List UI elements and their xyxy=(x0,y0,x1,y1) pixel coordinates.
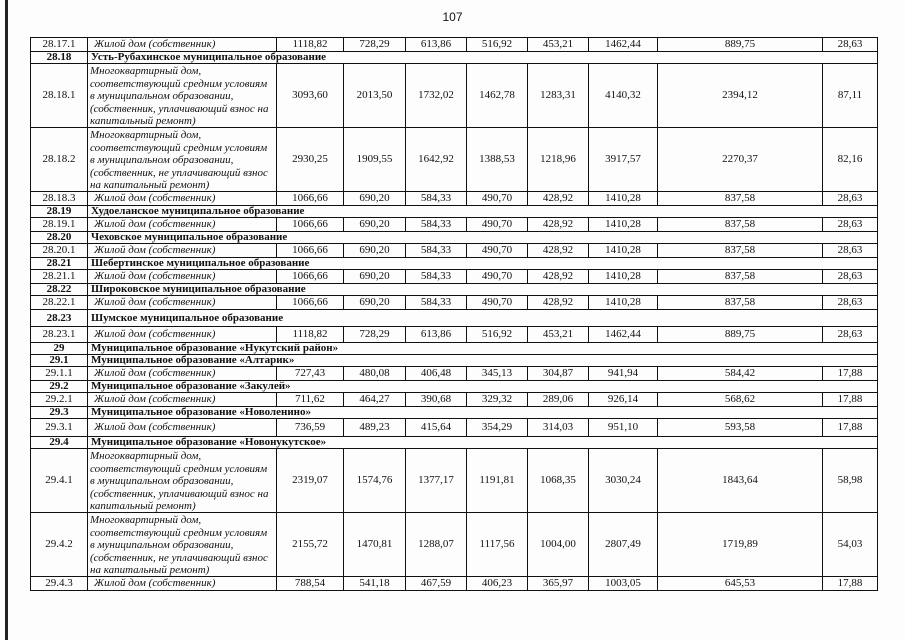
section-number-cell: 28.20 xyxy=(31,232,88,244)
value-cell: 1410,28 xyxy=(589,218,658,232)
value-cell: 17,88 xyxy=(823,577,878,591)
value-cell: 1410,28 xyxy=(589,296,658,310)
row-number-cell: 28.21.1 xyxy=(31,270,88,284)
scan-edge-line xyxy=(5,0,8,640)
value-cell: 1066,66 xyxy=(277,244,344,258)
value-cell: 788,54 xyxy=(277,577,344,591)
value-cell: 736,59 xyxy=(277,419,344,437)
row-number-cell: 29.1.1 xyxy=(31,367,88,381)
description-line: соответствующий средним условиям xyxy=(90,77,268,90)
value-cell: 17,88 xyxy=(823,393,878,407)
row-number-cell: 29.4.3 xyxy=(31,577,88,591)
description-line: Жилой дом (собственник) xyxy=(94,296,216,308)
description-line: в муниципальном образовании, xyxy=(90,90,234,103)
section-number-cell: 28.23 xyxy=(31,310,88,327)
description-line: в муниципальном образовании, xyxy=(90,475,234,488)
section-title-cell: Муниципальное образование «Алтарик» xyxy=(88,355,878,367)
description-line: капитальный ремонт) xyxy=(90,500,196,513)
description-line: Жилой дом (собственник) xyxy=(94,192,216,204)
description-line: (собственник, не уплачивающий взнос xyxy=(90,551,268,564)
value-cell: 314,03 xyxy=(528,419,589,437)
description-line: Жилой дом (собственник) xyxy=(94,38,216,50)
value-cell: 1388,53 xyxy=(467,128,528,192)
value-cell: 3030,24 xyxy=(589,449,658,513)
section-number-cell: 29.2 xyxy=(31,381,88,393)
row-number-cell: 29.2.1 xyxy=(31,393,88,407)
page-number: 107 xyxy=(442,10,463,24)
description-line: капитальный ремонт) xyxy=(90,115,196,128)
value-cell: 1410,28 xyxy=(589,192,658,206)
section-title-cell: Усть-Рубахинское муниципальное образование xyxy=(88,52,878,64)
description-cell xyxy=(88,367,277,381)
value-cell: 28,63 xyxy=(823,296,878,310)
value-cell: 1462,44 xyxy=(589,327,658,343)
description-cell xyxy=(88,218,277,232)
value-cell: 926,14 xyxy=(589,393,658,407)
value-cell: 2807,49 xyxy=(589,513,658,577)
description-cell xyxy=(88,327,277,343)
value-cell: 58,98 xyxy=(823,449,878,513)
value-cell: 541,18 xyxy=(344,577,406,591)
row-number-cell: 29.3.1 xyxy=(31,419,88,437)
value-cell: 1283,31 xyxy=(528,64,589,128)
description-cell xyxy=(88,38,277,52)
row-number-cell: 28.18.2 xyxy=(31,128,88,192)
value-cell: 593,58 xyxy=(658,419,823,437)
value-cell: 480,08 xyxy=(344,367,406,381)
value-cell: 1066,66 xyxy=(277,270,344,284)
value-cell: 728,29 xyxy=(344,327,406,343)
description-line: соответствующий средним условиям xyxy=(90,462,268,475)
description-line: Жилой дом (собственник) xyxy=(94,367,216,379)
description-cell xyxy=(88,577,277,591)
value-cell: 1117,56 xyxy=(467,513,528,577)
value-cell: 584,33 xyxy=(406,218,467,232)
value-cell: 1719,89 xyxy=(658,513,823,577)
row-number-cell: 28.22.1 xyxy=(31,296,88,310)
value-cell: 1732,02 xyxy=(406,64,467,128)
value-cell: 28,63 xyxy=(823,38,878,52)
value-cell: 28,63 xyxy=(823,244,878,258)
value-cell: 490,70 xyxy=(467,296,528,310)
description-line: Многоквартирный дом, xyxy=(90,450,202,462)
value-cell: 1066,66 xyxy=(277,296,344,310)
value-cell: 428,92 xyxy=(528,270,589,284)
value-cell: 584,33 xyxy=(406,192,467,206)
value-cell: 17,88 xyxy=(823,419,878,437)
value-cell: 87,11 xyxy=(823,64,878,128)
value-cell: 837,58 xyxy=(658,244,823,258)
value-cell: 1462,78 xyxy=(467,64,528,128)
value-cell: 889,75 xyxy=(658,327,823,343)
value-cell: 490,70 xyxy=(467,192,528,206)
value-cell: 1191,81 xyxy=(467,449,528,513)
description-cell xyxy=(88,419,277,437)
description-line: Жилой дом (собственник) xyxy=(94,421,216,433)
description-line: на капитальный ремонт) xyxy=(90,564,210,577)
value-cell: 1909,55 xyxy=(344,128,406,192)
value-cell: 1066,66 xyxy=(277,218,344,232)
value-cell: 1642,92 xyxy=(406,128,467,192)
section-number-cell: 28.21 xyxy=(31,258,88,270)
row-number-cell: 29.4.1 xyxy=(31,449,88,513)
description-cell xyxy=(88,393,277,407)
value-cell: 289,06 xyxy=(528,393,589,407)
value-cell: 690,20 xyxy=(344,192,406,206)
value-cell: 4140,32 xyxy=(589,64,658,128)
description-line: соответствующий средним условиям xyxy=(90,526,268,539)
value-cell: 728,29 xyxy=(344,38,406,52)
description-line: Жилой дом (собственник) xyxy=(94,577,216,589)
description-line: Жилой дом (собственник) xyxy=(94,218,216,230)
value-cell: 690,20 xyxy=(344,270,406,284)
value-cell: 1288,07 xyxy=(406,513,467,577)
value-cell: 390,68 xyxy=(406,393,467,407)
value-cell: 28,63 xyxy=(823,218,878,232)
value-cell: 1410,28 xyxy=(589,244,658,258)
value-cell: 645,53 xyxy=(658,577,823,591)
value-cell: 406,23 xyxy=(467,577,528,591)
value-cell: 889,75 xyxy=(658,38,823,52)
description-cell xyxy=(88,449,277,513)
description-line: в муниципальном образовании, xyxy=(90,154,234,167)
description-line: (собственник, уплачивающий взнос на xyxy=(90,487,269,500)
row-number-cell: 28.23.1 xyxy=(31,327,88,343)
value-cell: 3917,57 xyxy=(589,128,658,192)
row-number-cell: 28.17.1 xyxy=(31,38,88,52)
value-cell: 304,87 xyxy=(528,367,589,381)
section-title-cell: Чеховское муниципальное образование xyxy=(88,232,878,244)
value-cell: 584,33 xyxy=(406,244,467,258)
description-line: Многоквартирный дом, xyxy=(90,514,202,526)
value-cell: 365,97 xyxy=(528,577,589,591)
value-cell: 28,63 xyxy=(823,192,878,206)
row-number-cell: 29.4.2 xyxy=(31,513,88,577)
value-cell: 2155,72 xyxy=(277,513,344,577)
value-cell: 837,58 xyxy=(658,218,823,232)
description-line: (собственник, не уплачивающий взнос xyxy=(90,166,268,179)
section-number-cell: 29.4 xyxy=(31,437,88,449)
value-cell: 2394,12 xyxy=(658,64,823,128)
value-cell: 2270,37 xyxy=(658,128,823,192)
value-cell: 415,64 xyxy=(406,419,467,437)
value-cell: 584,33 xyxy=(406,296,467,310)
value-cell: 837,58 xyxy=(658,192,823,206)
value-cell: 690,20 xyxy=(344,218,406,232)
value-cell: 613,86 xyxy=(406,38,467,52)
value-cell: 1118,82 xyxy=(277,327,344,343)
description-line: Многоквартирный дом, xyxy=(90,65,202,77)
value-cell: 1470,81 xyxy=(344,513,406,577)
value-cell: 354,29 xyxy=(467,419,528,437)
description-line: Жилой дом (собственник) xyxy=(94,244,216,256)
value-cell: 1118,82 xyxy=(277,38,344,52)
value-cell: 17,88 xyxy=(823,367,878,381)
section-title-cell: Широковское муниципальное образование xyxy=(88,284,878,296)
value-cell: 837,58 xyxy=(658,296,823,310)
value-cell: 2319,07 xyxy=(277,449,344,513)
description-line: Многоквартирный дом, xyxy=(90,129,202,141)
description-cell xyxy=(88,64,277,128)
value-cell: 690,20 xyxy=(344,296,406,310)
value-cell: 490,70 xyxy=(467,244,528,258)
value-cell: 1068,35 xyxy=(528,449,589,513)
description-cell xyxy=(88,270,277,284)
section-title-cell: Муниципальное образование «Новонукутское» xyxy=(88,437,878,449)
value-cell: 428,92 xyxy=(528,244,589,258)
description-line: Жилой дом (собственник) xyxy=(94,328,216,340)
tariff-table xyxy=(30,37,878,591)
value-cell: 711,62 xyxy=(277,393,344,407)
value-cell: 613,86 xyxy=(406,327,467,343)
row-number-cell: 28.18.3 xyxy=(31,192,88,206)
section-title-cell: Муниципальное образование «Новоленино» xyxy=(88,407,878,419)
row-number-cell: 28.20.1 xyxy=(31,244,88,258)
row-number-cell: 28.18.1 xyxy=(31,64,88,128)
value-cell: 490,70 xyxy=(467,218,528,232)
section-title-cell: Муниципальное образование «Закулей» xyxy=(88,381,878,393)
value-cell: 727,43 xyxy=(277,367,344,381)
value-cell: 1003,05 xyxy=(589,577,658,591)
section-title-cell: Шумское муниципальное образование xyxy=(88,310,878,327)
value-cell: 2930,25 xyxy=(277,128,344,192)
value-cell: 1218,96 xyxy=(528,128,589,192)
row-number-cell: 28.19.1 xyxy=(31,218,88,232)
value-cell: 82,16 xyxy=(823,128,878,192)
description-cell xyxy=(88,296,277,310)
description-line: на капитальный ремонт) xyxy=(90,179,210,192)
value-cell: 837,58 xyxy=(658,270,823,284)
value-cell: 1574,76 xyxy=(344,449,406,513)
value-cell: 941,94 xyxy=(589,367,658,381)
description-cell xyxy=(88,244,277,258)
value-cell: 329,32 xyxy=(467,393,528,407)
value-cell: 464,27 xyxy=(344,393,406,407)
section-number-cell: 28.19 xyxy=(31,206,88,218)
value-cell: 54,03 xyxy=(823,513,878,577)
description-line: Жилой дом (собственник) xyxy=(94,270,216,282)
value-cell: 568,62 xyxy=(658,393,823,407)
value-cell: 489,23 xyxy=(344,419,406,437)
section-title-cell: Шебертинское муниципальное образование xyxy=(88,258,878,270)
value-cell: 453,21 xyxy=(528,327,589,343)
value-cell: 690,20 xyxy=(344,244,406,258)
value-cell: 584,42 xyxy=(658,367,823,381)
value-cell: 490,70 xyxy=(467,270,528,284)
value-cell: 1462,44 xyxy=(589,38,658,52)
section-number-cell: 28.18 xyxy=(31,52,88,64)
value-cell: 951,10 xyxy=(589,419,658,437)
value-cell: 406,48 xyxy=(406,367,467,381)
section-number-cell: 29 xyxy=(31,343,88,355)
value-cell: 428,92 xyxy=(528,192,589,206)
value-cell: 1377,17 xyxy=(406,449,467,513)
section-number-cell: 29.3 xyxy=(31,407,88,419)
value-cell: 28,63 xyxy=(823,270,878,284)
value-cell: 1004,00 xyxy=(528,513,589,577)
value-cell: 428,92 xyxy=(528,218,589,232)
description-cell xyxy=(88,128,277,192)
value-cell: 2013,50 xyxy=(344,64,406,128)
value-cell: 516,92 xyxy=(467,327,528,343)
value-cell: 428,92 xyxy=(528,296,589,310)
value-cell: 28,63 xyxy=(823,327,878,343)
value-cell: 1410,28 xyxy=(589,270,658,284)
description-line: соответствующий средним условиям xyxy=(90,141,268,154)
section-title-cell: Муниципальное образование «Нукутский район» xyxy=(88,343,878,355)
value-cell: 467,59 xyxy=(406,577,467,591)
value-cell: 516,92 xyxy=(467,38,528,52)
description-line: Жилой дом (собственник) xyxy=(94,393,216,405)
description-cell xyxy=(88,192,277,206)
value-cell: 584,33 xyxy=(406,270,467,284)
section-title-cell: Худоеланское муниципальное образование xyxy=(88,206,878,218)
description-cell xyxy=(88,513,277,577)
value-cell: 3093,60 xyxy=(277,64,344,128)
value-cell: 1843,64 xyxy=(658,449,823,513)
description-line: в муниципальном образовании, xyxy=(90,539,234,552)
value-cell: 345,13 xyxy=(467,367,528,381)
value-cell: 1066,66 xyxy=(277,192,344,206)
value-cell: 453,21 xyxy=(528,38,589,52)
section-number-cell: 28.22 xyxy=(31,284,88,296)
section-number-cell: 29.1 xyxy=(31,355,88,367)
description-line: (собственник, уплачивающий взнос на xyxy=(90,102,269,115)
